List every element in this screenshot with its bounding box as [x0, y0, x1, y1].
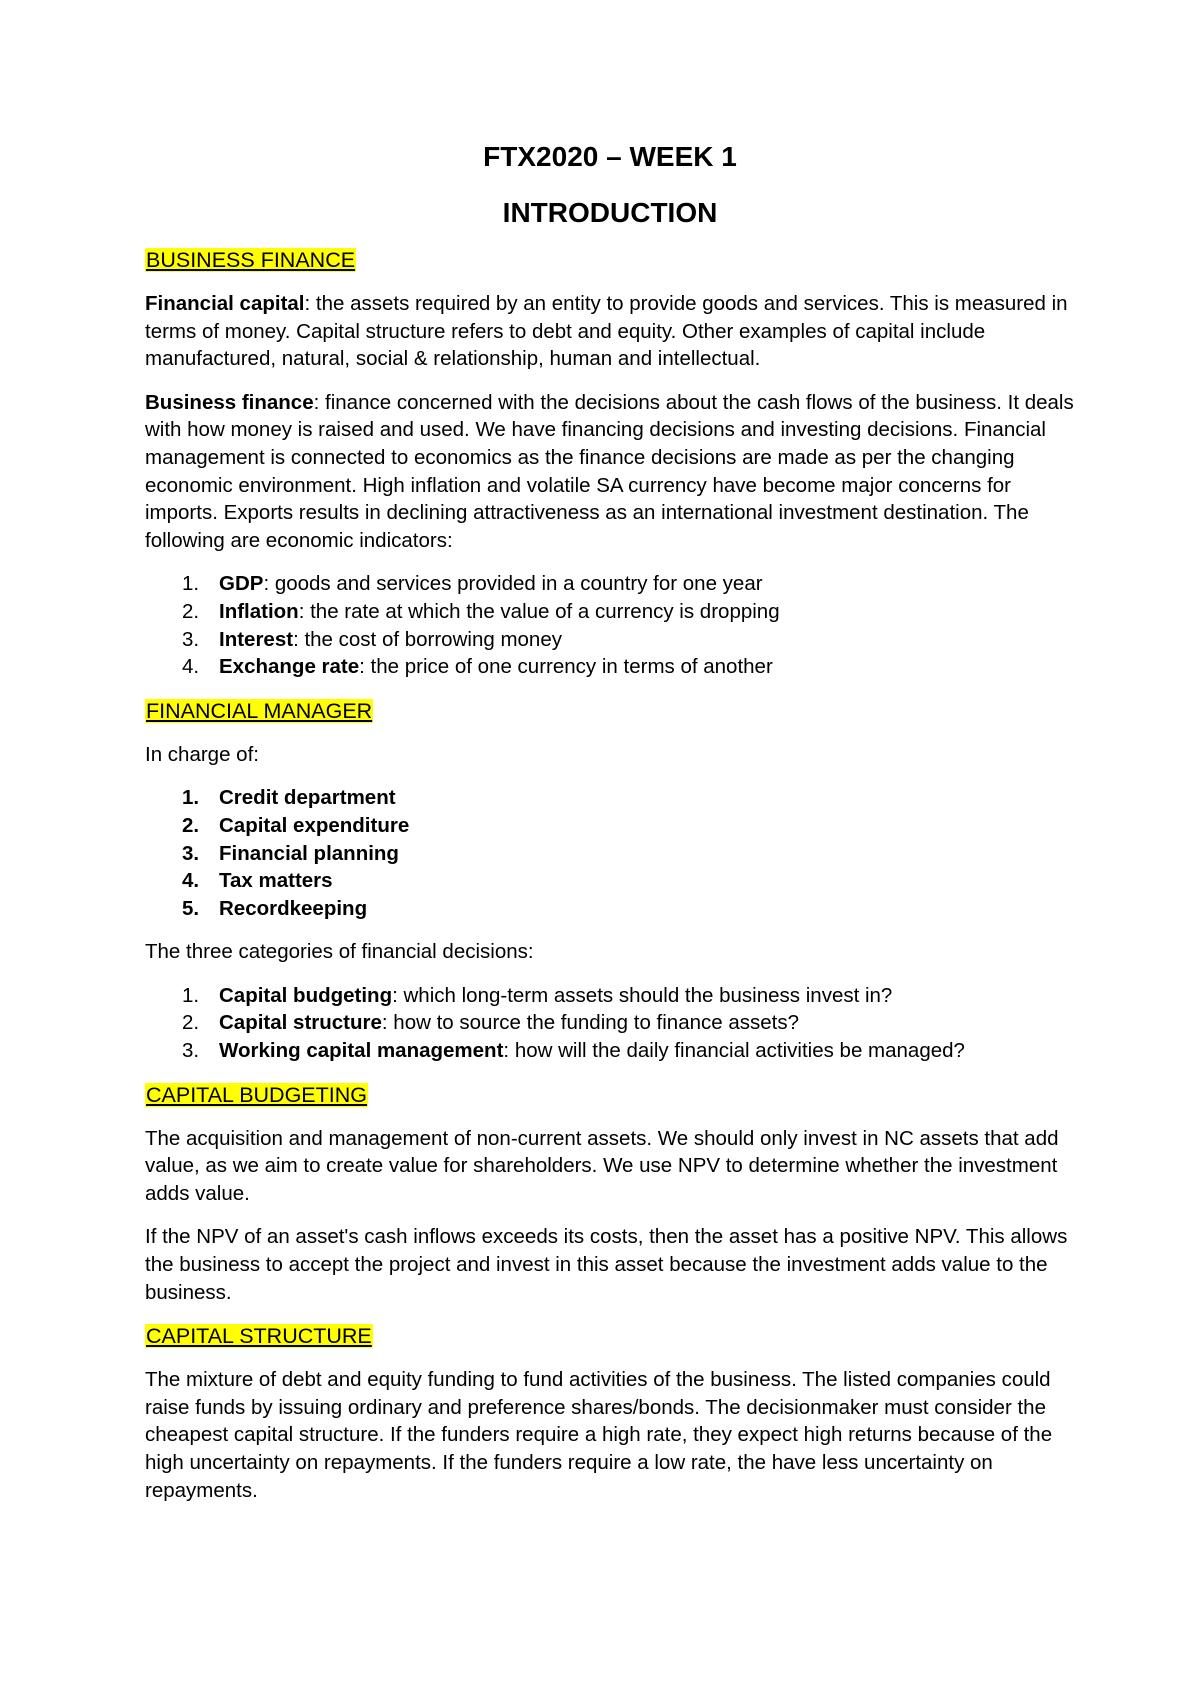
list-term: Capital structure [219, 1011, 382, 1035]
section-heading-capital-budgeting [145, 1081, 1075, 1109]
section-heading-text: CAPITAL STRUCTURE [146, 1324, 372, 1349]
term-business-finance: Business finance [145, 390, 314, 414]
section-heading-capital-structure [145, 1322, 1075, 1350]
definition-business-finance: : finance concerned with the decisions about the cash flows of the business. It deals with how money is raised and used. We have financing decisions and investing decisions. Financial management is connected to economics as the finance decisions are made as per the changing economic environment. High inflation and volatile SA currency have become major concerns for imports. Exports results in declining attractiveness as an international investment destination. The following are economic indicators: [145, 390, 1074, 552]
list-text: Financial planning [219, 841, 399, 865]
list-decision-categories [145, 982, 1075, 1065]
section-heading-business-finance [145, 246, 1075, 274]
list-term: Working capital management [219, 1039, 504, 1063]
list-text: Tax matters [219, 869, 333, 893]
paragraph-capital-budgeting-2: If the NPV of an asset's cash inflows exceeds its costs, then the asset has a positive NPV. This allows the business to accept the project and invest in this asset because the investment adds value to the business. [145, 1225, 1068, 1304]
list-item [145, 895, 1075, 923]
paragraph-financial-capital [145, 290, 1075, 373]
list-text: : which long-term assets should the business invest in? [392, 983, 893, 1007]
list-number: 3. [182, 1039, 200, 1063]
list-item [145, 982, 1075, 1010]
paragraph-capital-structure-1: The mixture of debt and equity funding to fund activities of the business. The listed companies could raise funds by issuing ordinary and preference shares/bonds. The decisionmaker must consider the cheapest capital structure. If the funders require a high rate, they expect high returns because of the high uncertainty on repayments. If the funders require a low rate, the have less uncertainty on repayments. [145, 1368, 1053, 1502]
section-heading-text: BUSINESS FINANCE [146, 248, 356, 272]
list-number: 2. [182, 1011, 200, 1035]
list-number: 4. [182, 655, 200, 679]
paragraph-capital-budgeting-1: The acquisition and management of non-current assets. We should only invest in NC assets that add value, as we aim to create value for shareholders. We use NPV to determine whether the investment adds value. [145, 1126, 1059, 1205]
section-heading-text: CAPITAL BUDGETING [146, 1082, 368, 1107]
list-number: 4. [182, 869, 200, 893]
list-term: GDP [219, 572, 264, 596]
list-number: 3. [182, 627, 200, 651]
list-text: Credit department [219, 786, 396, 810]
list-text: Capital expenditure [219, 813, 410, 837]
list-term: Inflation [219, 599, 299, 623]
document-title: FTX2020 – WEEK 1 [483, 141, 737, 172]
list-item [145, 784, 1075, 812]
list-item [145, 867, 1075, 895]
list-number: 1. [182, 786, 200, 810]
list-term: Capital budgeting [219, 983, 393, 1007]
list-text: : how to source the funding to finance assets? [381, 1011, 800, 1035]
list-text: Recordkeeping [219, 896, 368, 920]
list-item [145, 598, 1075, 626]
list-number: 2. [182, 813, 200, 837]
list-text: : the rate at which the value of a currency is dropping [298, 599, 780, 623]
list-number: 5. [182, 896, 200, 920]
paragraph-categories-intro: The three categories of financial decisions: [145, 940, 534, 964]
list-text: : the cost of borrowing money [293, 627, 562, 651]
list-number: 1. [182, 572, 200, 596]
list-item [145, 626, 1075, 654]
list-term: Interest [219, 627, 294, 651]
list-item [145, 812, 1075, 840]
document-subtitle: INTRODUCTION [502, 197, 718, 228]
definition-financial-capital: : the assets required by an entity to provide goods and services. This is measured in terms of money. Capital structure refers to debt and equity. Other examples of capital include manufactured, natural, social & relationship, human and intellectual. [145, 292, 1068, 371]
list-text: : how will the daily financial activities be managed? [503, 1039, 965, 1063]
list-item [145, 840, 1075, 868]
list-number: 2. [182, 599, 200, 623]
list-number: 3. [182, 841, 200, 865]
paragraph-business-finance [145, 389, 1075, 555]
list-item [145, 570, 1075, 598]
list-text: : the price of one currency in terms of another [359, 655, 773, 679]
list-term: Exchange rate [219, 655, 360, 679]
list-manager-duties [145, 784, 1075, 922]
list-item [145, 653, 1075, 681]
list-item [145, 1009, 1075, 1037]
list-text: : goods and services provided in a country for one year [263, 572, 763, 596]
list-number: 1. [182, 983, 200, 1007]
paragraph-in-charge-of: In charge of: [145, 742, 259, 766]
list-item [145, 1037, 1075, 1065]
term-financial-capital: Financial capital [145, 292, 305, 315]
document-page [145, 140, 1075, 1520]
list-economic-indicators [145, 570, 1075, 680]
section-heading-text: FINANCIAL MANAGER [146, 698, 373, 723]
section-heading-financial-manager [145, 697, 1075, 725]
